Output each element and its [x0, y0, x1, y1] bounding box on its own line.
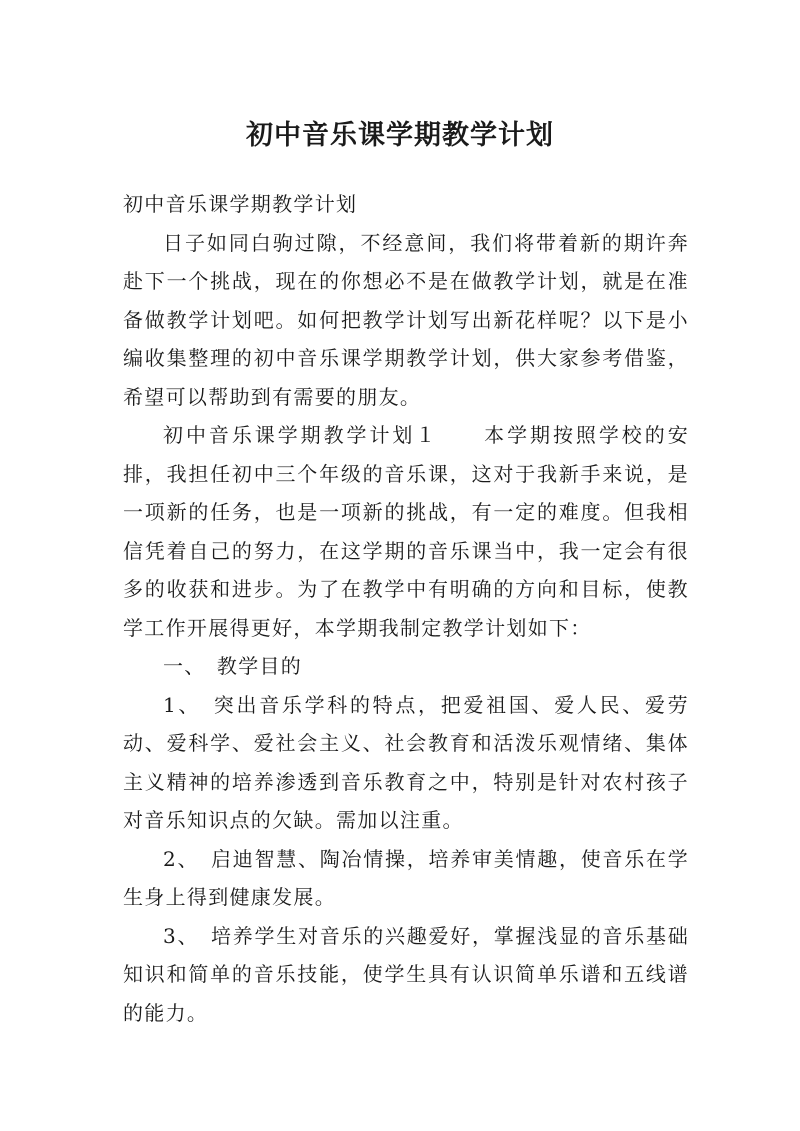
goal-item-2: 2、 启迪智慧、陶冶情操，培养审美情趣，使音乐在学生身上得到健康发展。	[123, 846, 689, 909]
document-body	[123, 185, 689, 1032]
document-title: 初中音乐课学期教学计划	[246, 120, 554, 152]
document-subtitle: 初中音乐课学期教学计划	[123, 192, 358, 216]
goal-item-1: 1、 突出音乐学科的特点，把爱祖国、爱人民、爱劳动、爱科学、爱社会主义、社会教育和活泼乐观情绪、集体主义精神的培养渗透到音乐教育之中，特别是针对农村孩子对音乐知识点的欠缺。需加以注重。	[123, 692, 689, 832]
plan-1-paragraph: 初中音乐课学期教学计划１ 本学期按照学校的安排，我担任初中三个年级的音乐课，这对于我新手来说，是一项新的任务，也是一项新的挑战，有一定的难度。但我相信凭着自己的努力，在这学期的音乐课当中，我一定会有很多的收获和进步。为了在教学中有明确的方向和目标，使教学工作开展得更好，本学期我制定教学计划如下：	[123, 423, 689, 640]
section-heading-teaching-goals: 一、 教学目的	[163, 654, 303, 678]
intro-paragraph: 日子如同白驹过隙，不经意间，我们将带着新的期许奔赴下一个挑战，现在的你想必不是在做教学计划，就是在准备做教学计划吧。如何把教学计划写出新花样呢？以下是小编收集整理的初中音乐课学期教学计划，供大家参考借鉴，希望可以帮助到有需要的朋友。	[123, 230, 689, 409]
goal-item-3: 3、 培养学生对音乐的兴趣爱好，掌握浅显的音乐基础知识和简单的音乐技能，使学生具有认识简单乐谱和五线谱的能力。	[123, 923, 689, 1025]
